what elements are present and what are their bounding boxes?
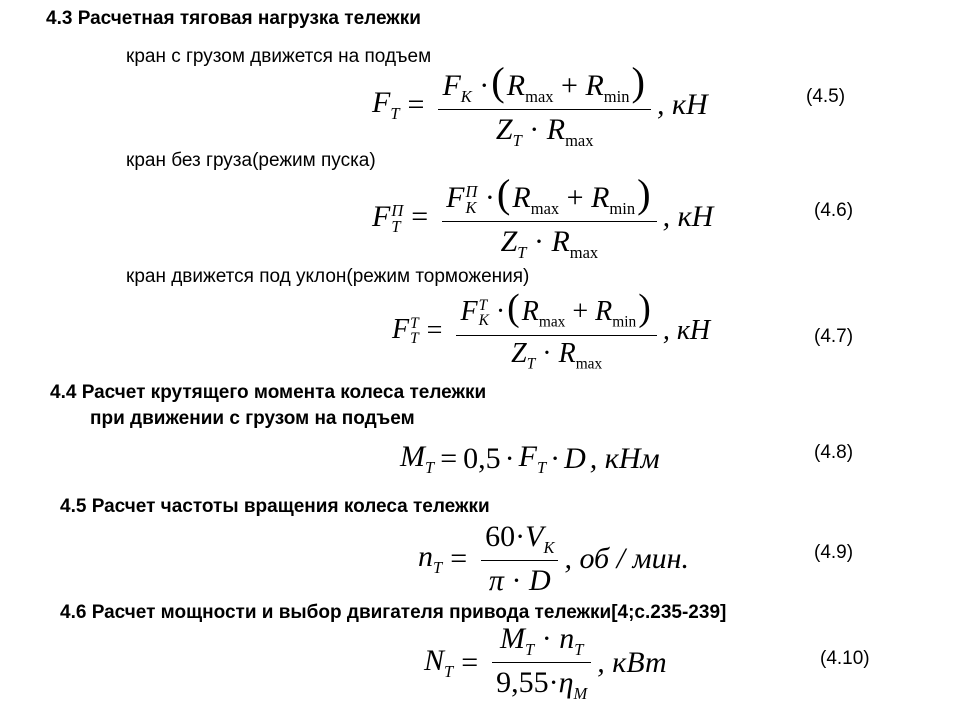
section-4-4-subtitle: при движении с грузом на подъем [90,408,415,429]
caption-downhill-braking: кран движется под уклон(режим торможения) [126,266,530,287]
caption-loaded-lift: кран с грузом движется на подъем [126,46,432,67]
formula-4-7: F Т T = F Т K $\cdot(R_{max} + R_{min})$ $Z_T \cdot R_{max}$ , кН [392,287,711,373]
formula-4-5: $F_T$ = $\frac{F_K \cdot(R_{max} + R_{min})}{Z_T \cdot R_{max}}$ , кН [372,59,708,151]
formula-4-6: F П T = F П K $\cdot(R_{max} + R_{min})$ $Z_T \cdot R_{max}$ , кН [372,171,714,263]
caption-unloaded-start: кран без груза(режим пуска) [126,150,376,171]
formula-4-10: $N_T$ = $\frac{M_T \cdot n_T}{9,55\cdot\eta_M}$ , кВт [424,622,667,704]
formula-4-8: $M_T$ = 0,5 · $F_T$ · D , кНм [400,440,660,477]
eq-number-4-6: (4.6) [814,200,854,221]
section-4-4-title: 4.4 Расчет крутящего момента колеса тележки [50,382,487,403]
eq-number-4-8: (4.8) [814,442,854,463]
section-4-5-title: 4.5 Расчет частоты вращения колеса тележки [60,496,490,517]
section-4-6-title: 4.6 Расчет мощности и выбор двигателя привода тележки[4;с.235-239] [60,602,727,623]
eq-number-4-9: (4.9) [814,542,854,563]
eq-number-4-5: (4.5) [806,86,846,107]
section-4-3-title: 4.3 Расчетная тяговая нагрузка тележки [46,8,421,29]
formula-4-9: $n_T$ = $\frac{60\cdot V_K}{\pi \cdot D}$ , об / мин. [418,520,690,598]
eq-number-4-7: (4.7) [814,326,854,347]
eq-number-4-10: (4.10) [820,648,870,669]
